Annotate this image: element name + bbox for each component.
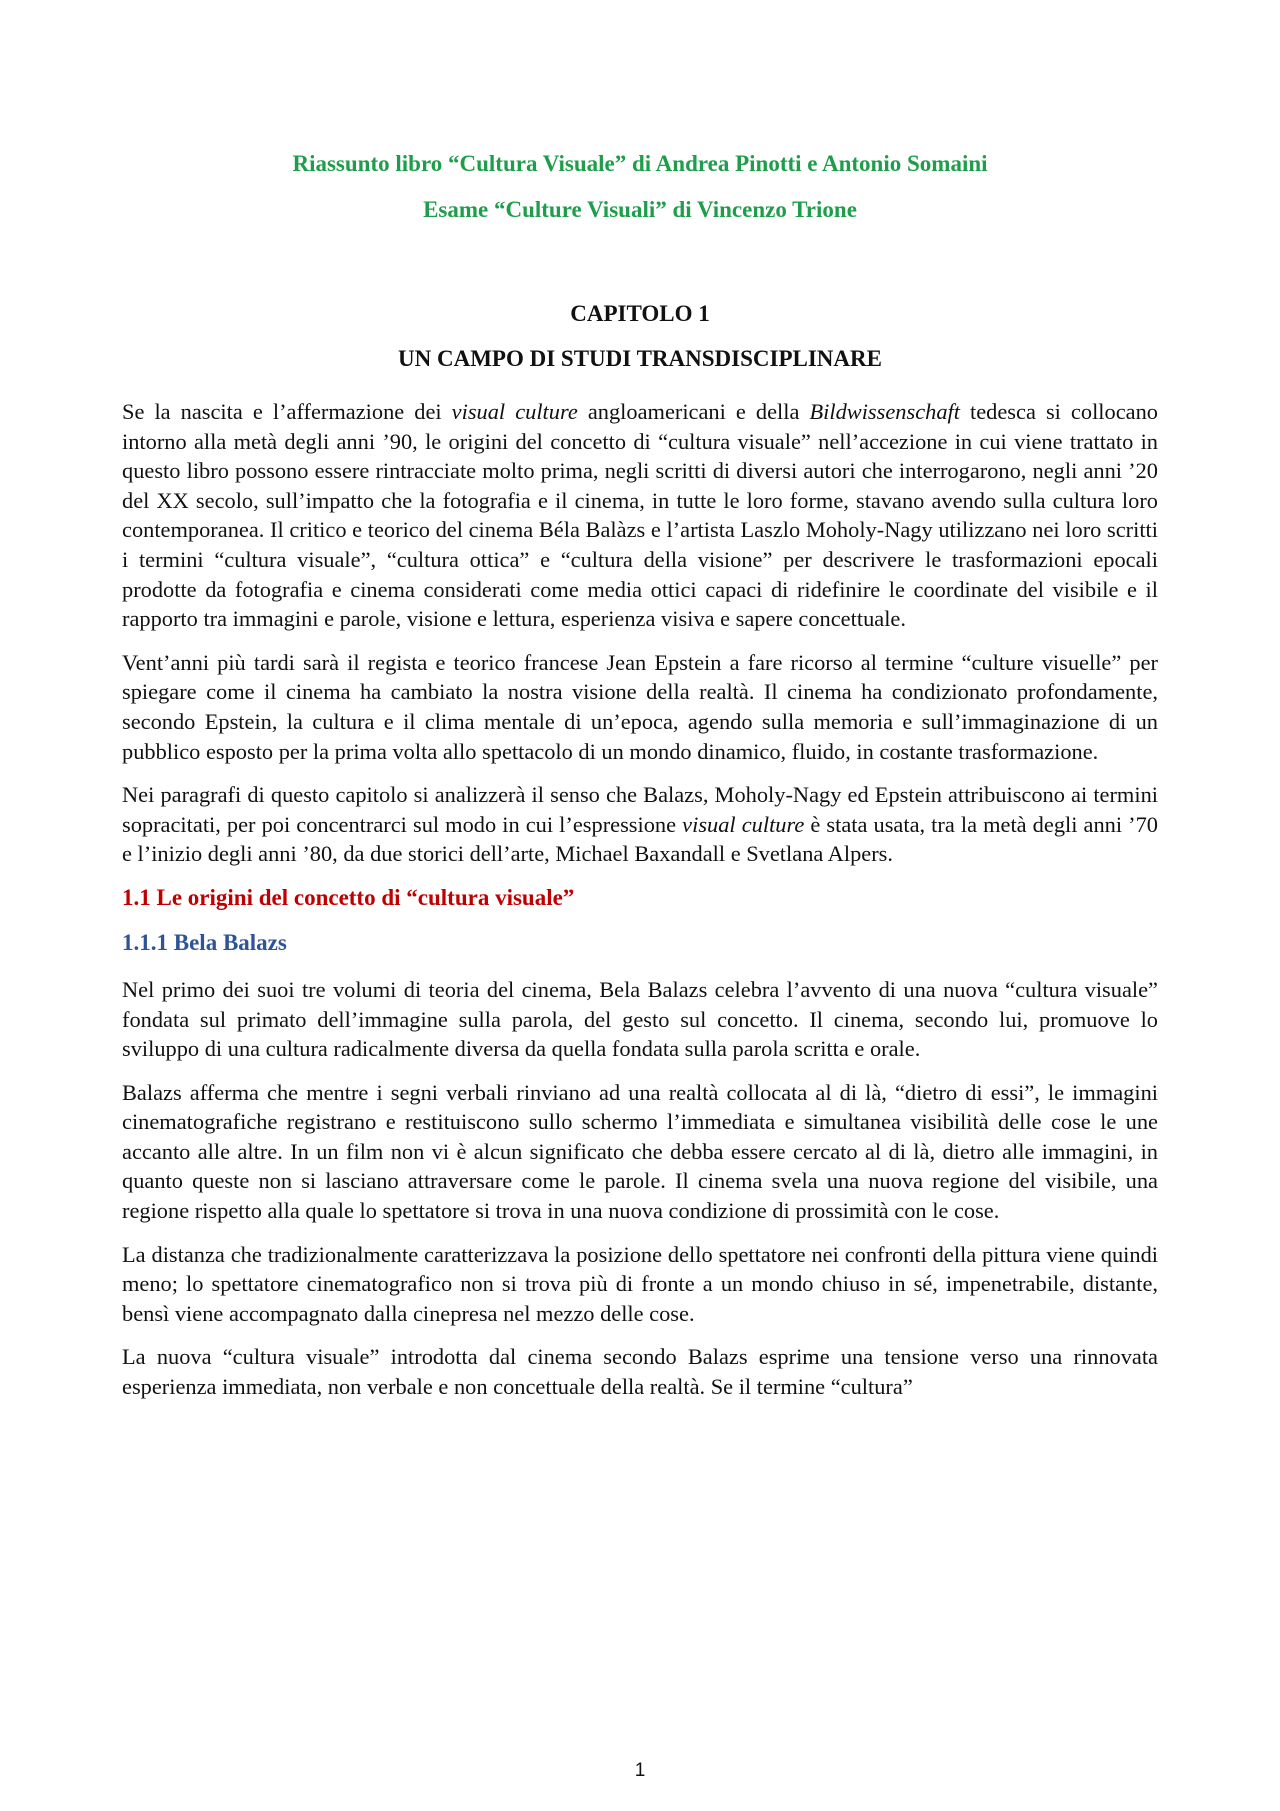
- document-header: [122, 150, 1158, 223]
- paragraph-1: [122, 397, 1158, 634]
- paragraph-3-part-c: è stata usata, tra la metà degli anni ’70 e l’inizio degli anni ’80, da due storici dell’arte, Michael Baxandall e Svetlana Alpers.: [122, 811, 1158, 867]
- chapter-title: UN CAMPO DI STUDI TRANSDISCIPLINARE: [398, 346, 882, 371]
- paragraph-1-italic-visual-culture: visual culture: [451, 399, 578, 424]
- paragraph-4: Nel primo dei suoi tre volumi di teoria del cinema, Bela Balazs celebra l’avvento di una nuova “cultura visuale” fondata sul primato dell’immagine sulla parola, del gesto sul concetto. Il cinema, secondo lui, promuove lo sviluppo di una cultura radicalmente diversa da quella fondata sulla parola scritta e orale.: [122, 976, 1158, 1062]
- paragraph-1-part-c: angloamericani e della: [577, 399, 810, 424]
- subsection-heading: 1.1.1 Bela Balazs: [122, 929, 287, 955]
- paragraph-1-italic-bildwissenschaft: Bildwissenschaft: [809, 399, 960, 424]
- chapter-heading: [122, 300, 1158, 372]
- paragraph-1-part-a: Se la nascita e l’affermazione dei: [122, 399, 452, 424]
- paragraph-5: Balazs afferma che mentre i segni verbali rinviano ad una realtà collocata al di là, “dietro di essi”, le immagini cinematografiche registrano e restituiscono sullo schermo l’immediata e simultanea visibilità delle cose le une accanto alle altre. In un film non vi è alcun significato che debba essere cercato al di là, dietro alle immagini, in quanto queste non si lasciano attraversare come le parole. Il cinema svela una nuova regione del visibile, una regione rispetto alla quale lo spettatore si trova in una nuova condizione di prossimità con le cose.: [122, 1079, 1158, 1224]
- paragraph-7: La nuova “cultura visuale” introdotta dal cinema secondo Balazs esprime una tensione verso una rinnovata esperienza immediata, non verbale e non concettuale della realtà. Se il termine “cultura”: [122, 1344, 1158, 1400]
- paragraph-3-italic-visual-culture: visual culture: [682, 811, 805, 837]
- document-subtitle: Esame “Culture Visuali” di Vincenzo Trione: [423, 197, 857, 222]
- paragraph-3-part-a: Nei paragrafi di questo capitolo si analizzerà il senso che Balazs, Moholy-Nagy ed Epstein attribuiscono ai termini sopracitati, per poi concentrarci sul modo in cui l’espressione: [122, 782, 1158, 837]
- paragraph-3: [122, 780, 1158, 869]
- section-heading: 1.1 Le origini del concetto di “cultura visuale”: [122, 884, 575, 910]
- chapter-number: CAPITOLO 1: [570, 301, 710, 326]
- document-title: Riassunto libro “Cultura Visuale” di Andrea Pinotti e Antonio Somaini: [292, 151, 988, 176]
- paragraph-1-part-e: tedesca si collocano intorno alla metà degli anni ’90, le origini del concetto di “cultura visuale” nell’accezione in cui viene trattato in questo libro possono essere rintracciate molto prima, negli scritti di diversi autori che interrogarono, negli anni ’20 del XX secolo, sull’impatto che la fotografia e il cinema, in tutte le loro forme, stavano avendo sulla cultura loro contemporanea. Il critico e teorico del cinema Béla Balàzs e l’artista Laszlo Moholy-Nagy utilizzano nei loro scritti i termini “cultura visuale”, “cultura ottica” e “cultura della visione” per descrivere le trasformazioni epocali prodotte da fotografia e cinema considerati come media ottici capaci di ridefinire le coordinate del visibile e il rapporto tra immagini e parole, visione e lettura, esperienza visiva e sapere concettuale.: [122, 399, 1158, 632]
- paragraph-2: Vent’anni più tardi sarà il regista e teorico francese Jean Epstein a fare ricorso al termine “culture visuelle” per spiegare come il cinema ha cambiato la nostra visione della realtà. Il cinema ha condizionato profondamente, secondo Epstein, la cultura e il clima mentale di un’epoca, agendo sulla memoria e sull’immaginazione di un pubblico esposto per la prima volta allo spettacolo di un mondo dinamico, fluido, in costante trasformazione.: [122, 649, 1158, 764]
- page-number: 1: [634, 1760, 646, 1781]
- body-text: [122, 397, 1158, 1416]
- paragraph-6: La distanza che tradizionalmente caratterizzava la posizione dello spettatore nei confronti della pittura viene quindi meno; lo spettatore cinematografico non si trova più di fronte a un mondo chiuso in sé, impenetrabile, distante, bensì viene accompagnato dalla cinepresa nel mezzo delle cose.: [122, 1241, 1158, 1326]
